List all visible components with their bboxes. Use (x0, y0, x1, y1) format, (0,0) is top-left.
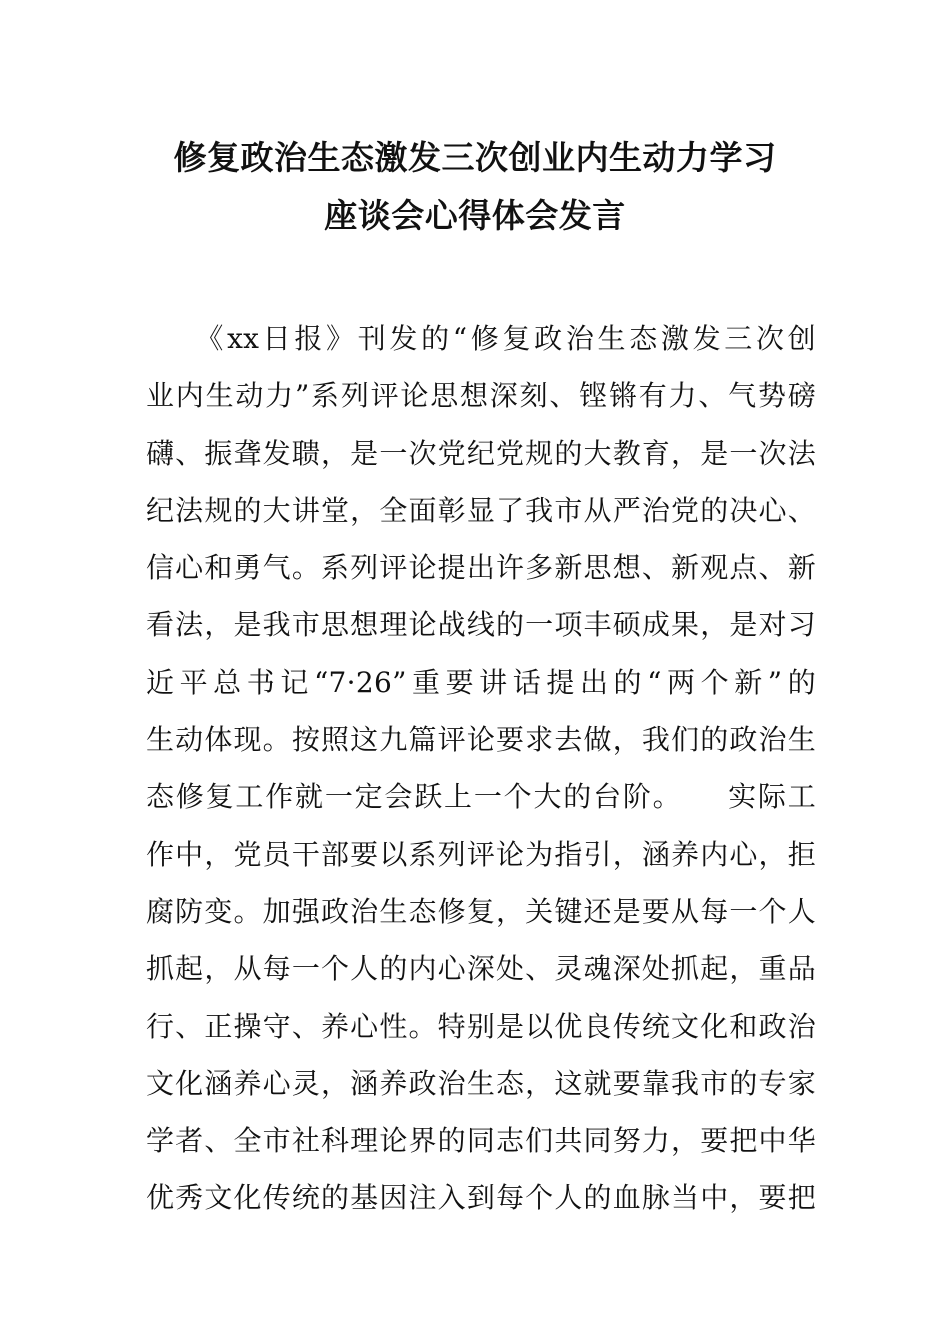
document-title-line-1: 修复政治生态激发三次创业内生动力学习 (173, 138, 777, 177)
body-line: 业内生动力”系列评论思想深刻、铿锵有力、气势磅 (146, 379, 816, 413)
body-line: 抓起，从每一个人的内心深处、灵魂深处抓起，重品 (146, 952, 816, 986)
body-line: 作中，党员干部要以系列评论为指引，涵养内心，拒 (146, 837, 816, 871)
body-line: 近平总书记“7·26”重要讲话提出的“两个新”的 (146, 665, 816, 699)
body-line: 看法，是我市思想理论战线的一项丰硕成果，是对习 (146, 608, 816, 642)
body-line: 信心和勇气。系列评论提出许多新思想、新观点、新 (146, 551, 816, 585)
body-line: 行、正操守、养心性。特别是以优良传统文化和政治 (146, 1009, 816, 1043)
document-body (146, 310, 816, 1227)
document-title-line-2: 座谈会心得体会发言 (324, 196, 626, 235)
body-line: 腐防变。加强政治生态修复，关键还是要从每一个人 (146, 894, 816, 928)
body-line: 生动体现。按照这九篇评论要求去做，我们的政治生 (146, 723, 816, 757)
body-line: 态修复工作就一定会跃上一个大的台阶。 实际工 (146, 780, 816, 814)
body-line: 优秀文化传统的基因注入到每个人的血脉当中，要把 (146, 1181, 816, 1215)
body-line: 纪法规的大讲堂，全面彰显了我市从严治党的决心、 (146, 493, 816, 527)
body-line: 学者、全市社科理论界的同志们共同努力，要把中华 (146, 1124, 816, 1158)
body-line: 文化涵养心灵，涵养政治生态，这就要靠我市的专家 (146, 1066, 816, 1100)
body-line: 《xx日报》刊发的“修复政治生态激发三次创 (146, 322, 816, 355)
body-line: 礴、振聋发聩，是一次党纪党规的大教育，是一次法 (146, 436, 816, 470)
